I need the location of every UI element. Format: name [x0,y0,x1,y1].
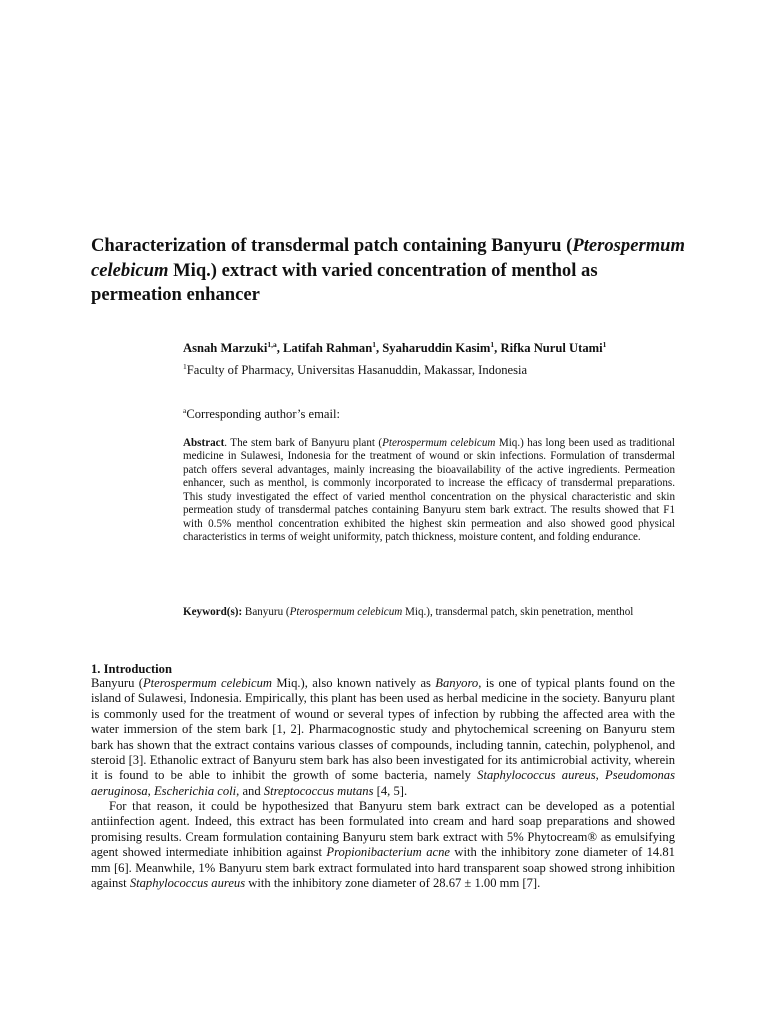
affiliation-text: Faculty of Pharmacy, Universitas Hasanuddin, Makassar, Indonesia [186,363,528,377]
introduction-paragraph-2: For that reason, it could be hypothesized that Banyuru stem bark extract can be developed as a potential antiinfection agent. Indeed, this extract has been formulated into cream and hard soap preparations and showed promising results. Cream formulation containing Banyuru stem bark extract with 5% Phytocream® as emulsifying agent showed intermediate inhibition against Propionibacterium acne with the inhibitory zone diameter of 14.81 mm [6]. Meanwhile, 1% Banyuru stem bark extract formulated into hard transparent soap showed strong inhibition against Staphylococcus aureus with the inhibitory zone diameter of 28.67 ± 1.00 mm [7]. [91,799,675,890]
keywords-text: Miq.), transdermal patch, skin penetration, menthol [402,606,634,618]
author-3: Syaharuddin Kasim$^1$, [382,339,501,355]
affiliation-mark: 1 [183,361,187,371]
author-4-affiliation-mark: 1 [602,339,607,349]
corresponding-mark: a [183,405,187,415]
author-list [183,340,703,356]
author-1: Asnah Marzuki$^{1,a}$, [183,339,283,355]
affiliation [183,362,703,378]
introduction-body [91,676,675,891]
author-3-affiliation-mark: 1 [490,339,495,349]
title-species: Pterospermum celebicum [91,235,685,281]
abstract-text: Miq.) has long been used as traditional medicine in Sulawesi, Indonesia for the treatment of wound or skin infections. Formulation of transdermal patch offers several advantages, mainly increasing the bioavailability of the active ingredients. Permeation enhancer, such as menthol, is commonly incorporated to increase the efficacy of transdermal preparations. This study investigated the effect of varied menthol concentration on the physical characteristic and skin permeation study of transdermal patches containing Banyuru stem bark extract. The results showed that F1 with 0.5% menthol concentration exhibited the highest skin permeation and also showed good physical characteristics in terms of weight uniformity, patch thickness, moisture content, and folding endurance. [183,437,675,544]
author-2-affiliation-mark: 1 [372,339,376,349]
introduction-paragraph-1: Banyuru (Pterospermum celebicum Miq.), also known natively as Banyoro, is one of typical plants found on the island of Sulawesi, Indonesia. Empirically, this plant has been used as herbal medicine in the society. Banyuru plant is commonly used for the treatment of wound or several types of infection by rubbing the affected area with the water immersion of the stem bark [1, 2]. Pharmacognostic study and phytochemical screening on Banyuru stem bark has shown that the extract contains various classes of compounds, including tannin, catechin, polyphenol, and steroid [3]. Ethanolic extract of Banyuru stem bark has also been investigated for its antimicrobial activity, wherein it is found to be able to inhibit the growth of some bacteria, namely Staphylococcus aureus, Pseudomonas aeruginosa, Escherichia coli, and Streptococcus mutans [4, 5]. [91,676,676,798]
abstract: Abstract. The stem bark of Banyuru plant (Pterospermum celebicum Miq.) has long been used as traditional medicine in Sulawesi, Indonesia for the treatment of wound or skin infections. Formulation of transdermal patch offers several advantages, mainly increasing the bioavailability of the active ingredients. Permeation enhancer, such as menthol, is commonly incorporated to increase the efficacy of transdermal preparations. This study investigated the effect of varied menthol concentration on the physical characteristic and skin permeation study of transdermal patches containing Banyuru stem bark extract. The results showed that F1 with 0.5% menthol concentration exhibited the highest skin permeation and also showed good physical characteristics in terms of weight uniformity, patch thickness, moisture content, and folding endurance. [183,437,675,544]
author-4: Rifka Nurul Utami$^1$ [500,339,607,355]
author-1-affiliation-mark: 1,a [267,339,277,349]
section-heading-introduction: 1. Introduction [91,662,172,676]
keywords-species: Pterospermum celebicum [289,606,403,618]
abstract-label: Abstract [183,437,225,449]
keywords-label: Keyword(s): [183,606,243,618]
keywords: Keyword(s): Banyuru (Pterospermum celebicum Miq.), transdermal patch, skin penetration, menthol [183,606,634,618]
author-2: Latifah Rahman$^1$, [283,339,383,355]
title-text-2: Miq.) extract with varied concentration of menthol as permeation enhancer [91,259,598,305]
paper-title [91,234,691,308]
corresponding-author [183,406,703,422]
abstract-species: Pterospermum celebicum [382,437,496,449]
title-text-1: Characterization of transdermal patch containing Banyuru ( [91,235,573,256]
corresponding-text: Corresponding author’s email: [186,407,341,421]
